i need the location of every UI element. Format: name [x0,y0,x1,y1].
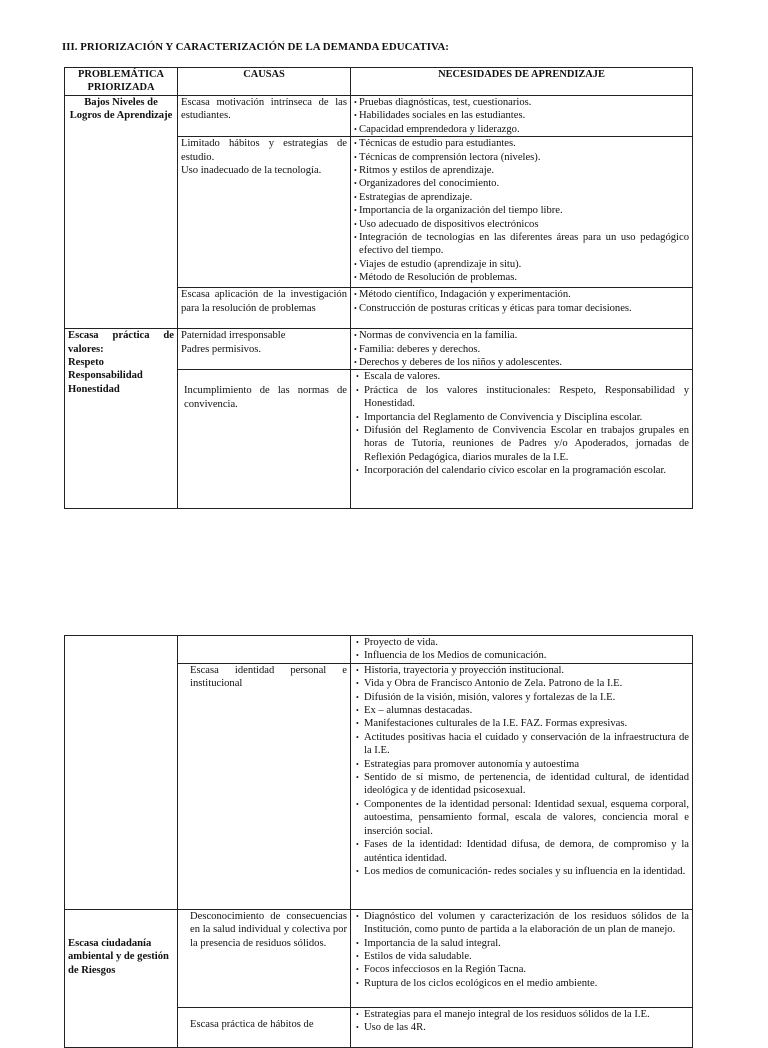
list-item: • Uso de las 4R. [354,1021,689,1034]
problem-text: Escasa ciudadanía ambiental y de gestión de Riesgos [68,937,169,976]
list-item: • Construcción de posturas críticas y éticas para tomar decisiones. [354,302,689,315]
needs-cell [351,636,693,664]
cause-text: Uso inadecuado de la tecnología. [181,165,322,177]
table-row [65,96,693,137]
list-item: • Práctica de los valores institucionales: Respeto, Responsabilidad y Honestidad. [354,384,689,411]
needs-cell [351,96,693,137]
cause-text: Escasa identidad personal e institucional [190,664,347,690]
section-heading: III. PRIORIZACIÓN Y CARACTERIZACIÓN DE LA DEMANDA EDUCATIVA: [62,41,449,53]
list-item: • Influencia de los Medios de comunicación. [354,649,689,662]
list-item: • Pruebas diagnósticas, test, cuestionarios. [354,96,689,109]
cause-text: Desconocimiento de consecuencias en la salud individual y colectiva por la presencia de residuos sólidos. [190,910,347,949]
cause-cell [178,1007,351,1047]
list-item: • Sentido de sí mismo, de pertenencia, de identidad cultural, de identidad ideológica y de identidad psicosexual. [354,771,689,798]
list-item: • Estrategias de aprendizaje. [354,191,689,204]
problem-text: Respeto [68,357,104,369]
list-item: • Estrategias para promover autonomía y autoestima [354,758,689,771]
list-item: • Habilidades sociales en las estudiantes. [354,109,689,122]
list-item: • Técnicas de estudio para estudiantes. [354,137,689,150]
problem-text: Responsabilidad [68,370,143,382]
cause-cell [178,909,351,1007]
header-needs: NECESIDADES DE APRENDIZAJE [351,68,693,96]
cause-cell [178,663,351,909]
list-item: • Fases de la identidad: Identidad difusa, de demora, de compromiso y la auténtica identidad. [354,838,689,865]
table-row [65,909,693,1007]
list-item: • Derechos y deberes de los niños y adolescentes. [354,356,689,369]
list-item: • Estilos de vida saludable. [354,950,689,963]
list-item: • Ex – alumnas destacadas. [354,704,689,717]
demand-table-2 [64,635,693,1048]
cause-text: Limitado hábitos y estrategias de estudio. [181,138,347,163]
problem-text: Escasa práctica de valores: [68,330,174,355]
problem-cell: Bajos Niveles de Logros de Aprendizaje [65,96,178,329]
list-item: • Familia: deberes y derechos. [354,343,689,356]
header-problem: PROBLEMÁTICA PRIORIZADA [65,68,178,96]
problem-cell [65,329,178,509]
list-item: • Proyecto de vida. [354,636,689,649]
list-item: • Estrategias para el manejo integral de los residuos sólidos de la I.E. [354,1008,689,1021]
list-item: • Uso adecuado de dispositivos electrónicos [354,218,689,231]
problem-cell [65,636,178,910]
list-item: • Ruptura de los ciclos ecológicos en el medio ambiente. [354,977,689,990]
cause-cell [178,636,351,664]
needs-cell [351,370,693,509]
needs-cell [351,1007,693,1047]
header-causes: CAUSAS [178,68,351,96]
cause-text: Escasa práctica de hábitos de [190,1018,314,1030]
list-item: • Componentes de la identidad personal: Identidad sexual, esquema corporal, autoestima, pensamiento formal, escala de valores, conciencia moral e inserción social. [354,798,689,838]
list-item: • Método de Resolución de problemas. [354,271,689,284]
cause-text: Padres permisivos. [181,343,262,355]
list-item: • Difusión de la visión, misión, valores y fortalezas de la I.E. [354,691,689,704]
cause-cell [178,329,351,370]
list-item: • Organizadores del conocimiento. [354,177,689,190]
needs-cell [351,137,693,288]
cause-text: Paternidad irresponsable [181,330,286,342]
needs-cell [351,909,693,1007]
cause-cell: Escasa motivación intrínseca de las estudiantes. [178,96,351,137]
list-item: • Ritmos y estilos de aprendizaje. [354,164,689,177]
list-item: • Focos infecciosos en la Región Tacna. [354,963,689,976]
list-item: • Incorporación del calendario cívico escolar en la programación escolar. [354,464,689,477]
list-item: • Actitudes positivas hacia el cuidado y conservación de la infraestructura de la I.E. [354,731,689,758]
header-row [65,68,693,96]
table-row [65,329,693,370]
problem-text: Honestidad [68,383,120,395]
list-item: • Normas de convivencia en la familia. [354,329,689,342]
list-item: • Escala de valores. [354,370,689,383]
list-item: • Integración de tecnologías en las diferentes áreas para un uso pedagógico efectivo del tiempo. [354,231,689,258]
needs-cell [351,288,693,329]
demand-table-1 [64,67,693,509]
table-row [65,636,693,664]
list-item: • Viajes de estudio (aprendizaje in situ). [354,258,689,271]
needs-cell [351,329,693,370]
list-item: • Importancia de la salud integral. [354,937,689,950]
list-item: • Vida y Obra de Francisco Antonio de Zela. Patrono de la I.E. [354,677,689,690]
problem-cell [65,909,178,1047]
list-item: • Manifestaciones culturales de la I.E. FAZ. Formas expresivas. [354,717,689,730]
list-item: • Diagnóstico del volumen y caracterización de los residuos sólidos de la Institución, como punto de partida a la elaboración de un plan de manejo. [354,910,689,937]
list-item: • Método científico, Indagación y experimentación. [354,288,689,301]
list-item: • Los medios de comunicación- redes sociales y su influencia en la identidad. [354,865,689,878]
cause-cell [178,370,351,509]
list-item: • Importancia de la organización del tiempo libre. [354,204,689,217]
list-item: • Historia, trayectoria y proyección institucional. [354,664,689,677]
cause-text: Incumplimiento de las normas de convivencia. [184,385,347,410]
list-item: • Difusión del Reglamento de Convivencia Escolar en trabajos grupales en horas de Tutoría, reuniones de Padres y/o Apoderados, jornadas de Reflexión Pedagógica, diarios murales de la I.E. [354,424,689,464]
needs-cell [351,663,693,909]
cause-cell: Escasa aplicación de la investigación para la resolución de problemas [178,288,351,329]
list-item: • Técnicas de comprensión lectora (niveles). [354,151,689,164]
list-item: • Importancia del Reglamento de Convivencia y Disciplina escolar. [354,411,689,424]
cause-cell [178,137,351,288]
list-item: • Capacidad emprendedora y liderazgo. [354,123,689,136]
